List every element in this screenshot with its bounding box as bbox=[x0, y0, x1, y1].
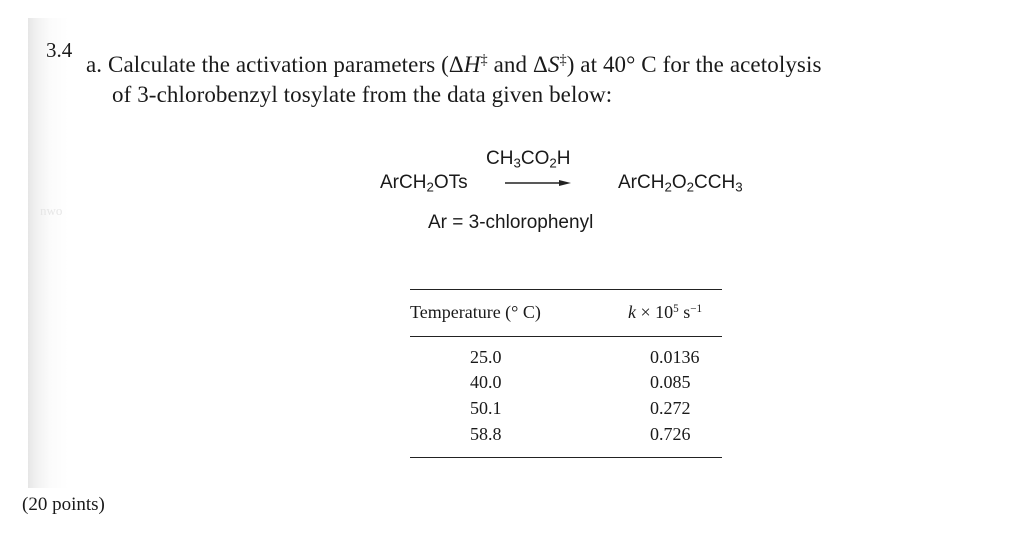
reagent-formula: $CH_3CO_2H$ bbox=[486, 148, 571, 171]
temperature-cell: 40.0 bbox=[470, 372, 502, 392]
rate-constant-column-header: $k \times 10^5$ $s^{-1}$ bbox=[628, 302, 703, 322]
faint-margin-text: nwo bbox=[40, 203, 63, 218]
reactant-formula: ArCH$_2$OTs bbox=[380, 172, 468, 195]
temperature-column-header: Temperature (° C) bbox=[410, 302, 541, 322]
rate-constant-cell: 0.0136 bbox=[650, 347, 700, 367]
aryl-definition: Ar = 3-chlorophenyl bbox=[428, 212, 594, 233]
reaction-arrow bbox=[505, 179, 571, 187]
product-formula: $ArCH_2O_2CCH_3$ bbox=[618, 172, 743, 195]
table-top-rule bbox=[410, 289, 722, 290]
table-bottom-rule bbox=[410, 457, 722, 458]
rate-constant-cell: 0.085 bbox=[650, 372, 691, 392]
temperature-cell: 25.0 bbox=[470, 347, 502, 367]
problem-number: 3.4 bbox=[46, 38, 73, 62]
temperature-cell: 58.8 bbox=[470, 424, 502, 444]
rate-constant-cell: 0.272 bbox=[650, 398, 691, 418]
temperature-cell: 50.1 bbox=[470, 398, 502, 418]
question-line-2: of 3-chlorobenzyl tosylate from the data given below: bbox=[112, 82, 613, 107]
part-label: a. bbox=[86, 52, 103, 77]
points-label: (20 points) bbox=[22, 494, 105, 515]
table-header-rule bbox=[410, 336, 722, 337]
question-line-1: a. Calculate the activation parameters (ΔH‡ and ΔS‡) at 40° C for the acetolysis bbox=[86, 52, 822, 77]
rate-constant-cell: 0.726 bbox=[650, 424, 691, 444]
